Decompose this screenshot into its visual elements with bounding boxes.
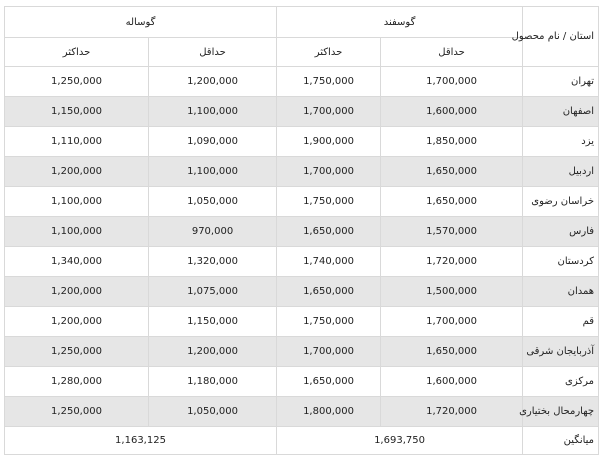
calf-min-cell: 1,150,000 (149, 307, 277, 337)
sheep-max-cell: 1,800,000 (277, 397, 381, 427)
table-row (5, 67, 599, 97)
province-cell: همدان (523, 277, 599, 307)
calf-min-cell: 1,320,000 (149, 247, 277, 277)
province-cell: آذربایجان شرقی (523, 337, 599, 367)
calf-average-value: 1,163,125 (5, 427, 277, 455)
calf-max-cell: 1,100,000 (5, 217, 149, 247)
sheep-max-cell: 1,650,000 (277, 367, 381, 397)
calf-min-cell: 970,000 (149, 217, 277, 247)
calf-max-cell: 1,200,000 (5, 157, 149, 187)
calf-max-cell: 1,200,000 (5, 277, 149, 307)
table-row (5, 277, 599, 307)
sheep-min-cell: 1,720,000 (381, 397, 523, 427)
province-cell: یزد (523, 127, 599, 157)
group-header-sheep: گوسفند (277, 7, 523, 38)
calf-min-cell: 1,200,000 (149, 337, 277, 367)
sheep-min-cell: 1,650,000 (381, 187, 523, 217)
province-cell: خراسان رضوی (523, 187, 599, 217)
table-row (5, 367, 599, 397)
sheep-min-cell: 1,700,000 (381, 307, 523, 337)
sheep-max-cell: 1,750,000 (277, 67, 381, 97)
calf-max-cell: 1,100,000 (5, 187, 149, 217)
sheep-max-cell: 1,700,000 (277, 97, 381, 127)
table-row (5, 157, 599, 187)
average-label: میانگین (523, 427, 599, 455)
calf-min-header: حداقل (149, 38, 277, 67)
sheep-min-cell: 1,650,000 (381, 337, 523, 367)
province-cell: اصفهان (523, 97, 599, 127)
calf-max-cell: 1,250,000 (5, 337, 149, 367)
price-table (4, 6, 599, 455)
sheep-max-cell: 1,750,000 (277, 307, 381, 337)
sheep-max-cell: 1,650,000 (277, 277, 381, 307)
province-cell: فارس (523, 217, 599, 247)
province-cell: مرکزی (523, 367, 599, 397)
sheep-min-cell: 1,700,000 (381, 67, 523, 97)
table-row (5, 307, 599, 337)
province-cell: اردبیل (523, 157, 599, 187)
sheep-min-cell: 1,650,000 (381, 157, 523, 187)
table-row (5, 187, 599, 217)
sheep-average-value: 1,693,750 (277, 427, 523, 455)
sheep-min-cell: 1,600,000 (381, 97, 523, 127)
calf-max-header: حداکثر (5, 38, 149, 67)
province-cell: کردستان (523, 247, 599, 277)
province-cell: تهران (523, 67, 599, 97)
calf-min-cell: 1,180,000 (149, 367, 277, 397)
calf-max-cell: 1,340,000 (5, 247, 149, 277)
sheep-max-cell: 1,650,000 (277, 217, 381, 247)
table-row (5, 97, 599, 127)
table-row (5, 397, 599, 427)
calf-min-cell: 1,075,000 (149, 277, 277, 307)
calf-max-cell: 1,250,000 (5, 397, 149, 427)
calf-min-cell: 1,090,000 (149, 127, 277, 157)
average-row (5, 427, 599, 455)
sheep-max-cell: 1,740,000 (277, 247, 381, 277)
calf-max-cell: 1,250,000 (5, 67, 149, 97)
calf-max-cell: 1,200,000 (5, 307, 149, 337)
sheep-min-cell: 1,850,000 (381, 127, 523, 157)
calf-min-cell: 1,100,000 (149, 157, 277, 187)
sheep-min-cell: 1,720,000 (381, 247, 523, 277)
calf-min-cell: 1,050,000 (149, 187, 277, 217)
table-row (5, 217, 599, 247)
sheep-max-header: حداکثر (277, 38, 381, 67)
sheep-min-cell: 1,570,000 (381, 217, 523, 247)
corner-header: استان / نام محصول (523, 7, 599, 67)
sheep-min-header: حداقل (381, 38, 523, 67)
calf-max-cell: 1,280,000 (5, 367, 149, 397)
sheep-min-cell: 1,500,000 (381, 277, 523, 307)
table-row (5, 127, 599, 157)
calf-min-cell: 1,050,000 (149, 397, 277, 427)
table-row (5, 247, 599, 277)
sheep-min-cell: 1,600,000 (381, 367, 523, 397)
province-cell: چهارمحال بختیاری (523, 397, 599, 427)
table-row (5, 337, 599, 367)
sheep-max-cell: 1,700,000 (277, 157, 381, 187)
calf-max-cell: 1,150,000 (5, 97, 149, 127)
sheep-max-cell: 1,700,000 (277, 337, 381, 367)
province-cell: قم (523, 307, 599, 337)
group-header-calf: گوساله (5, 7, 277, 38)
calf-min-cell: 1,100,000 (149, 97, 277, 127)
sheep-max-cell: 1,900,000 (277, 127, 381, 157)
calf-min-cell: 1,200,000 (149, 67, 277, 97)
calf-max-cell: 1,110,000 (5, 127, 149, 157)
sheep-max-cell: 1,750,000 (277, 187, 381, 217)
